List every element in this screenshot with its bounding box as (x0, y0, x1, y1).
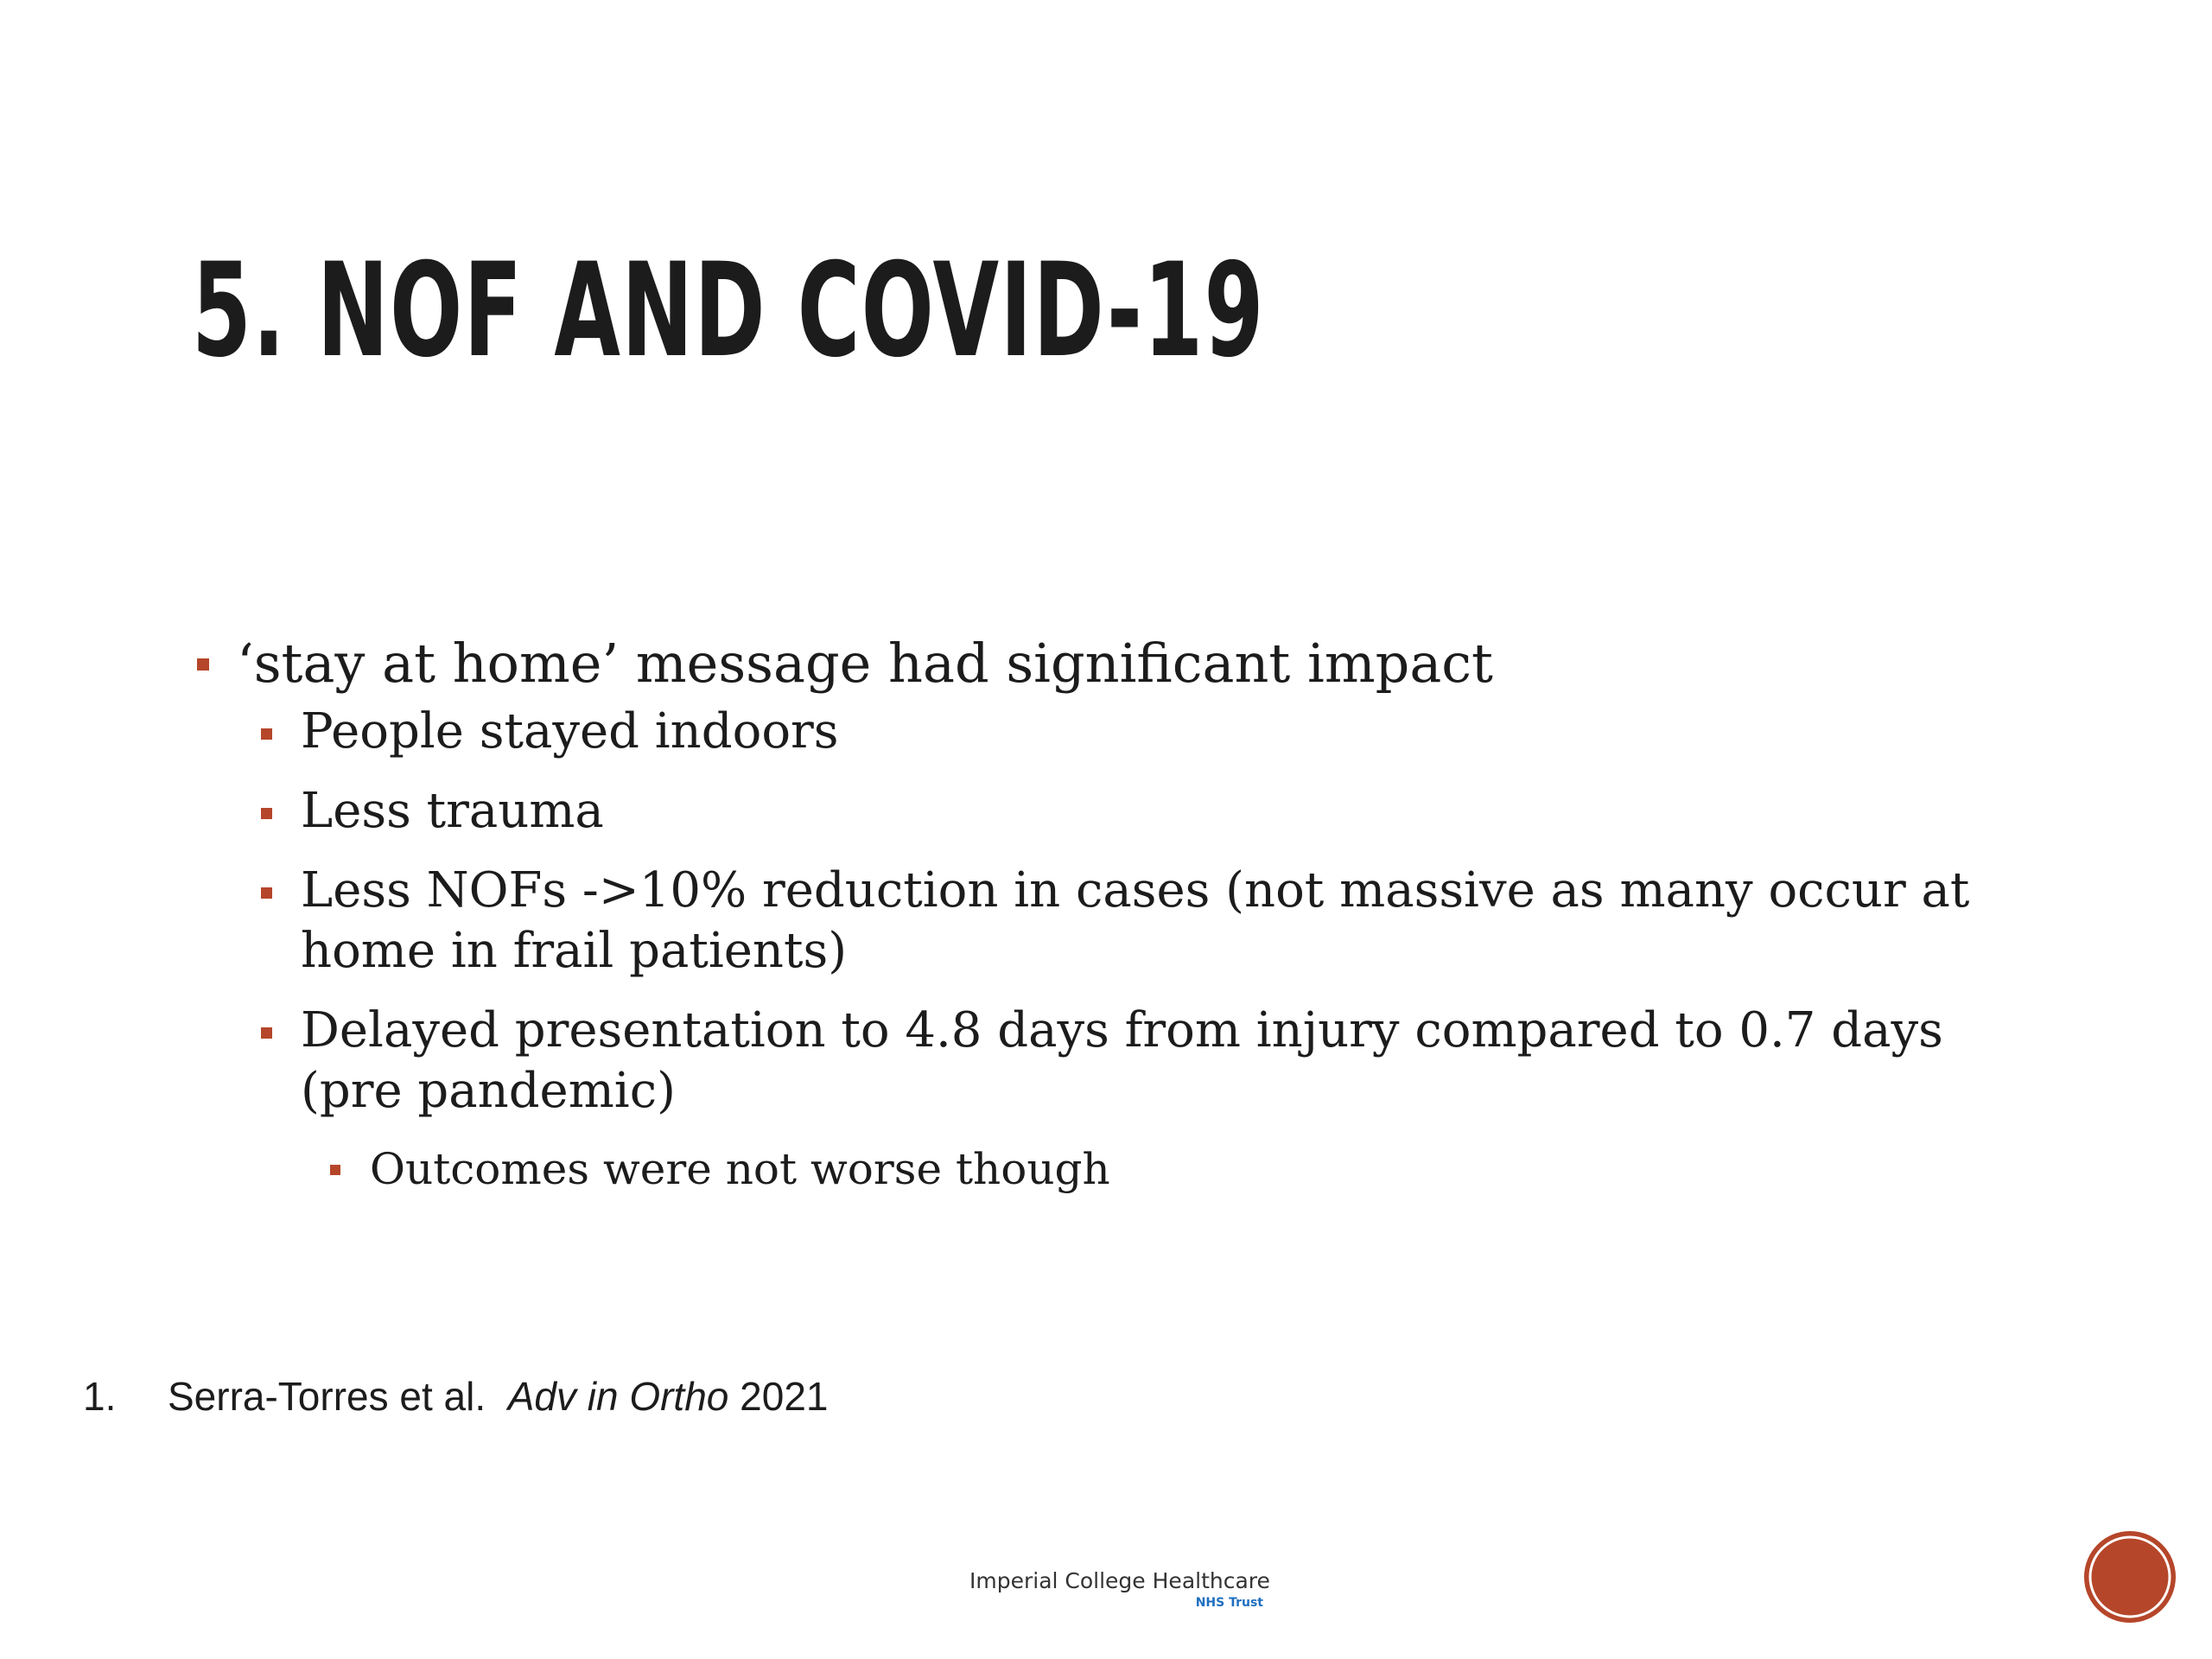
logo-name: Imperial College Healthcare (969, 1568, 1270, 1593)
reference-number: 1. (83, 1374, 117, 1419)
logo-trust: NHS Trust (1195, 1596, 1263, 1610)
page-badge-icon (2082, 1529, 2177, 1624)
bullet-level-2 (256, 1001, 2050, 1122)
square-bullet-icon (197, 658, 209, 671)
bullet-level-1 (192, 629, 2050, 698)
square-bullet-icon (261, 887, 272, 899)
bullet-level-2 (256, 781, 2050, 842)
bullet-level-2 (256, 702, 2050, 762)
reference-year: 2021 (740, 1374, 829, 1419)
bullet-text: Outcomes were not worse though (370, 1144, 1110, 1194)
bullet-level-2 (256, 861, 2050, 982)
bullet-level-3 (325, 1141, 2050, 1198)
square-bullet-icon (261, 808, 272, 819)
reference-journal: Adv in Ortho (507, 1374, 729, 1419)
bullet-text: People stayed indoors (301, 703, 839, 760)
slide-title: 5. NOF AND COVID-19 (192, 236, 1265, 386)
bullet-text: Delayed presentation to 4.8 days from injury compared to 0.7 days (pre pandemic) (301, 1002, 1943, 1119)
imperial-college-logo (969, 1567, 1270, 1611)
square-bullet-icon (261, 728, 272, 740)
slide-body (192, 629, 2050, 1198)
square-bullet-icon (330, 1165, 340, 1175)
square-bullet-icon (261, 1027, 272, 1039)
bullet-text: Less trauma (301, 783, 604, 839)
bullet-text: ‘stay at home’ message had significant impact (237, 632, 1493, 695)
reference-authors: Serra-Torres et al. (168, 1374, 486, 1419)
reference-footnote (83, 1370, 829, 1422)
bullet-text: Less NOFs ->10% reduction in cases (not massive as many occur at home in frail patients) (301, 862, 1970, 979)
